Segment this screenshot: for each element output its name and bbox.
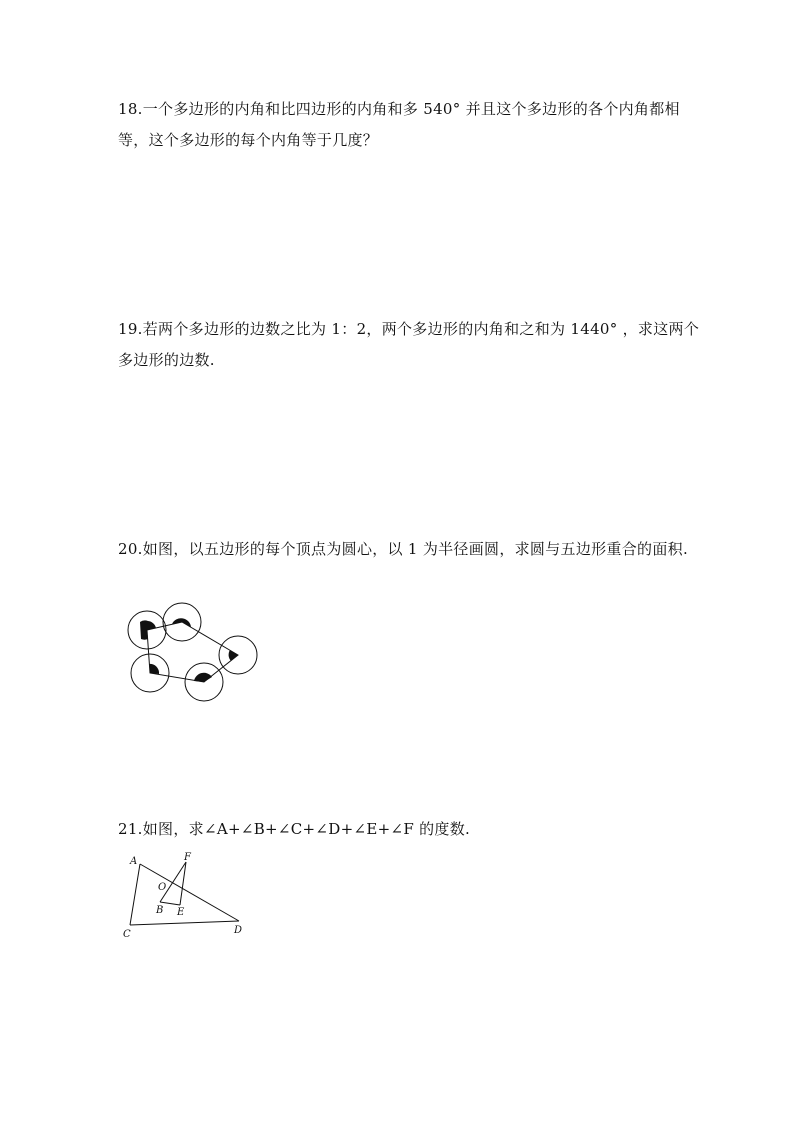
pentagon-circles-figure (120, 600, 270, 712)
pentagon (147, 622, 238, 682)
angle-sum-figure (118, 848, 254, 940)
label-O: O (158, 882, 167, 893)
question-18: 18.一个多边形的内角和比四边形的内角和多 540° 并且这个多边形的各个内角都相等，这个多边形的每个内角等于几度？ (118, 100, 680, 149)
question-19: 19.若两个多边形的边数之比为 1：2，两个多边形的内角和之和为 1440° ，求这两个多边形的边数. (118, 320, 700, 369)
label-F: F (184, 852, 191, 863)
line-FE (180, 862, 186, 905)
sector-5 (149, 664, 159, 674)
question-20: 20.如图，以五边形的每个顶点为圆心，以 1 为半径画圆，求圆与五边形重合的面积. (118, 540, 689, 558)
label-E: E (177, 907, 185, 918)
line-AD (140, 864, 239, 921)
label-A: A (130, 856, 138, 867)
label-C: C (123, 929, 131, 940)
label-B: B (156, 905, 164, 916)
line-AC (130, 864, 140, 925)
label-D: D (234, 925, 243, 936)
question-21: 21.如图，求∠A+∠B+∠C+∠D+∠E+∠F 的度数. (118, 820, 471, 838)
line-CD (130, 921, 239, 925)
